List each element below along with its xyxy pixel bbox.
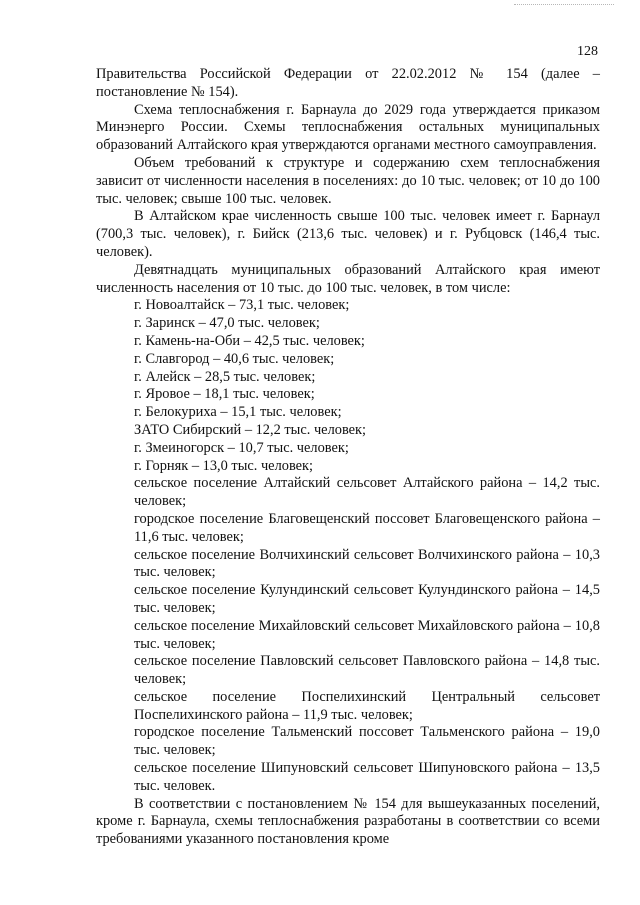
list-item: г. Яровое – 18,1 тыс. человек; [134, 386, 315, 403]
list-item: г. Новоалтайск – 73,1 тыс. человек; [134, 297, 350, 314]
list-item: г. Белокуриха – 15,1 тыс. человек; [134, 404, 342, 421]
scan-artifact [514, 4, 614, 7]
list-item: сельское поселение Поспелихинский Центральный сельсовет Поспелихинского района – 11,9 тыс. человек; [134, 688, 600, 723]
list-item: городское поселение Благовещенский поссовет Благовещенского района – 11,6 тыс. человек; [134, 510, 600, 545]
list-item: г. Горняк – 13,0 тыс. человек; [134, 457, 314, 474]
list-item: г. Заринск – 47,0 тыс. человек; [134, 315, 320, 332]
paragraph-closing: В соответствии с постановлением № 154 для вышеуказанных поселений, кроме г. Барнаула, схемы теплоснабжения разработаны в соответствии со всеми требованиями указанного постановления кроме [96, 795, 600, 848]
body-text [96, 66, 600, 849]
list-item: сельское поселение Михайловский сельсовет Михайловского района – 10,8 тыс. человек; [134, 617, 600, 652]
page-number: 128 [577, 44, 598, 59]
list-item: г. Змеиногорск – 10,7 тыс. человек; [134, 439, 349, 456]
list-item: г. Алейск – 28,5 тыс. человек; [134, 368, 316, 385]
paragraph-barnaul-scheme: Схема теплоснабжения г. Барнаула до 2029 года утверждается приказом Минэнерго России. Схемы теплоснабжения остальных муниципальных образований Алтайского края утверждаются органами местного самоуправления. [96, 101, 600, 154]
list-item: сельское поселение Павловский сельсовет Павловского района – 14,8 тыс. человек; [134, 653, 600, 688]
paragraph-requirements: Объем требований к структуре и содержанию схем теплоснабжения зависит от численности населения в поселениях: до 10 тыс. человек; от 10 до 100 тыс. человек; свыше 100 тыс. человек. [96, 154, 600, 207]
municipality-list [96, 297, 600, 795]
list-item: городское поселение Тальменский поссовет Тальменского района – 19,0 тыс. человек; [134, 724, 600, 759]
list-item: г. Камень-на-Оби – 42,5 тыс. человек; [134, 332, 365, 349]
list-item: г. Славгород – 40,6 тыс. человек; [134, 350, 335, 367]
list-item: сельское поселение Волчихинский сельсовет Волчихинского района – 10,3 тыс. человек; [134, 546, 600, 581]
list-item: ЗАТО Сибирский – 12,2 тыс. человек; [134, 421, 367, 438]
list-item: сельское поселение Алтайский сельсовет Алтайского района – 14,2 тыс. человек; [134, 475, 600, 510]
paragraph-nineteen: Девятнадцать муниципальных образований Алтайского края имеют численность населения от 10 тыс. до 100 тыс. человек, в том числе: [96, 261, 600, 296]
paragraph-large-cities: В Алтайском крае численность свыше 100 тыс. человек имеет г. Барнаул (700,3 тыс. человек), г. Бийск (213,6 тыс. человек) и г. Рубцовск (146,4 тыс. человек). [96, 208, 600, 260]
list-item: сельское поселение Шипуновский сельсовет Шипуновского района – 13,5 тыс. человек. [134, 760, 600, 794]
paragraph-continuation: Правительства Российской Федерации от 22.02.2012 № 154 (далее – постановление № 154). [96, 66, 600, 100]
list-item: сельское поселение Кулундинский сельсовет Кулундинского района – 14,5 тыс. человек; [134, 582, 600, 616]
